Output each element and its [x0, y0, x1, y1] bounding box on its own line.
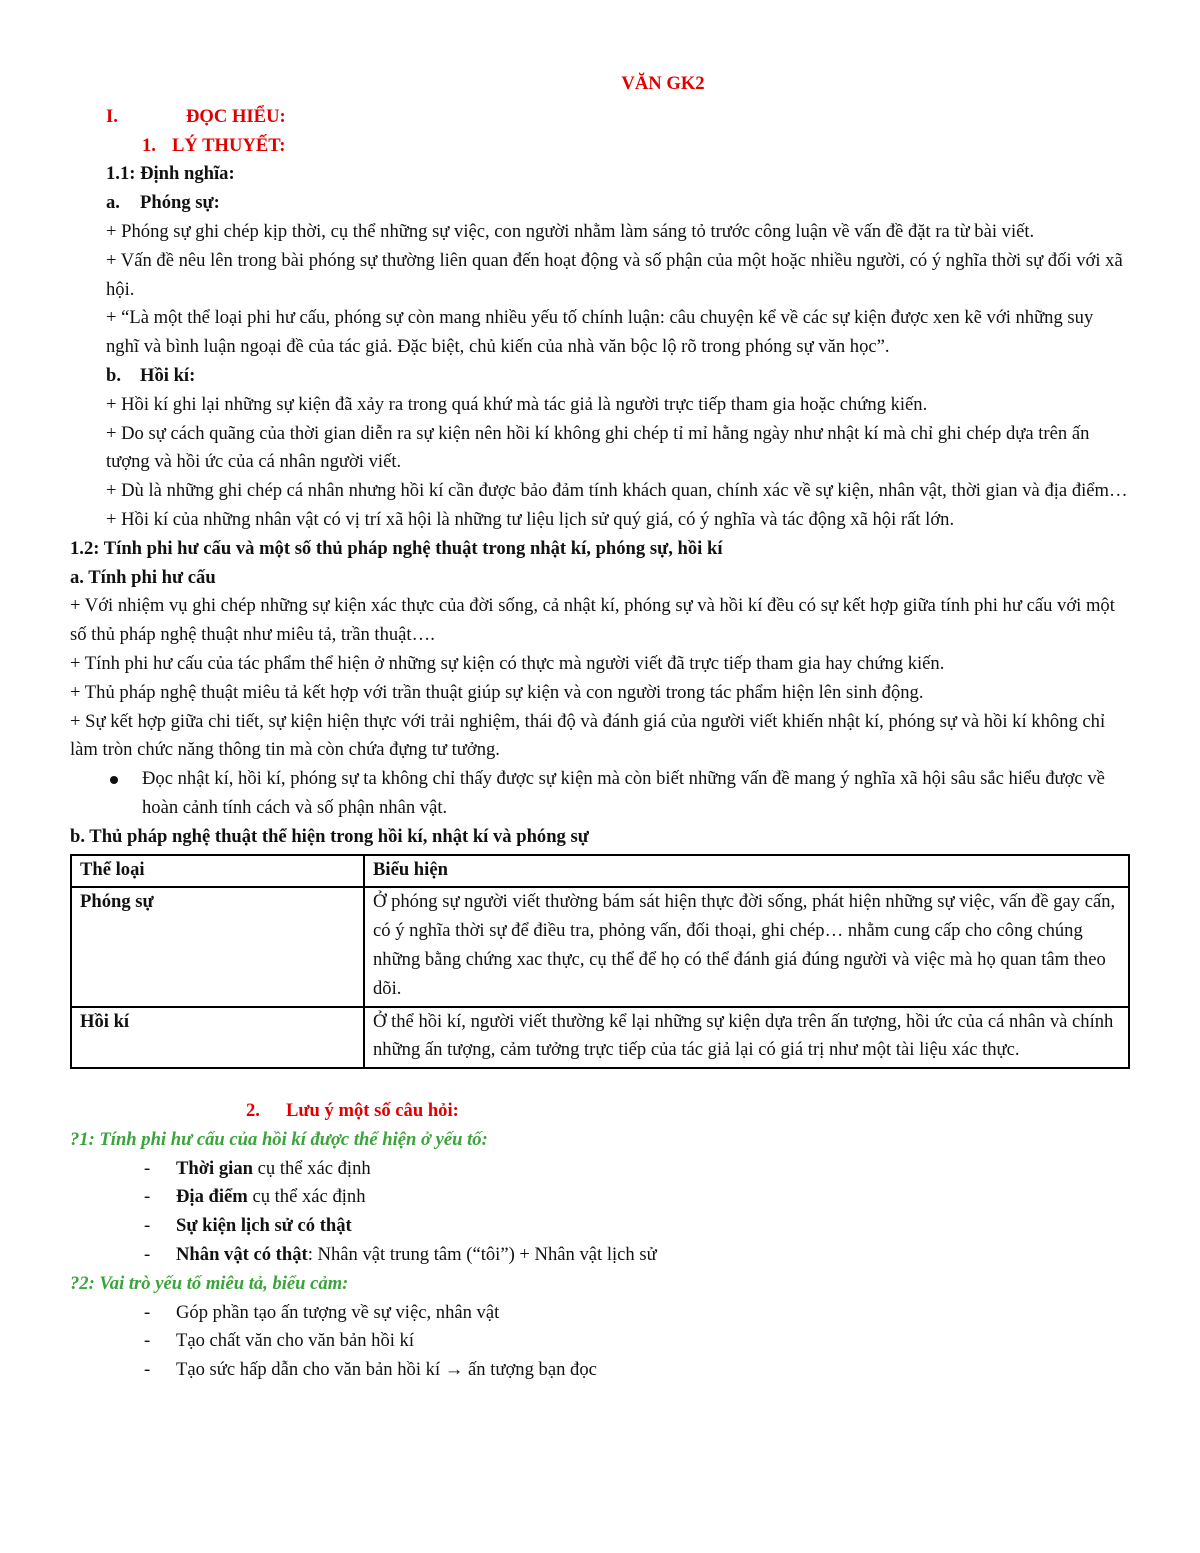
item-bold: Sự kiện lịch sử có thật [176, 1215, 352, 1237]
list-item [106, 1155, 1130, 1184]
section-heading-luu-y [106, 1097, 1130, 1126]
arrow-right-icon: → [444, 1359, 464, 1381]
document-title: VĂN GK2 [621, 73, 705, 94]
table-cell-description: Ở thể hồi kí, người viết thường kể lại những sự kiện dựa trên ấn tượng, hồi ức của cá nhân và chính những ấn tượng, cảm tưởng trực tiếp của tác giả lại có giá trị như một tài liệu xác thực. [364, 1007, 1129, 1069]
dash-marker: - [144, 1301, 151, 1323]
item-text-after: ấn tượng bạn đọc [463, 1359, 597, 1381]
paragraph-hoi-ki-1: + Hồi kí ghi lại những sự kiện đã xảy ra trong quá khứ mà tác giả là người trực tiếp tham gia hoặc chứng kiến. [106, 393, 928, 415]
paragraph-phong-su-3: + “Là một thể loại phi hư cấu, phóng sự còn mang nhiều yếu tố chính luận: câu chuyện kể về các sự kiện được xen kẽ với những suy nghĩ và bình luận ngoại đề của tác giả. Đặc biệt, chủ kiến của nhà văn bộc lộ rõ trong phóng sự văn học”. [106, 307, 1094, 358]
section-label: ĐỌC HIỂU: [186, 105, 286, 127]
table-cell-genre: Hồi kí [71, 1007, 364, 1069]
dash-marker: - [144, 1157, 151, 1179]
heading-letter: b. [106, 364, 121, 386]
question-2-heading: ?2: Vai trò yếu tố miêu tả, biểu cảm: [70, 1272, 349, 1294]
paragraph-phi-hu-cau-4: + Sự kết hợp giữa chi tiết, sự kiện hiện thực với trải nghiệm, thái độ và đánh giá của người viết khiến nhật kí, phóng sự và hồi kí không chỉ làm tròn chức năng thông tin mà còn chứa đựng tư tưởng. [70, 710, 1106, 761]
item-text: Tạo chất văn cho văn bản hồi kí [176, 1330, 415, 1352]
heading-thu-phap: b. Thủ pháp nghệ thuật thể hiện trong hồi kí, nhật kí và phóng sự [70, 825, 589, 847]
item-bold: Thời gian [176, 1157, 253, 1179]
table-header-row [71, 855, 1129, 888]
item-text: cụ thể xác định [247, 1186, 366, 1208]
heading-tinh-phi-hu-cau: a. Tính phi hư cấu [70, 566, 216, 588]
subsection-label: LÝ THUYẾT: [172, 134, 286, 156]
paragraph-phong-su-1: + Phóng sự ghi chép kịp thời, cụ thể những sự việc, con người nhằm làm sáng tỏ trước công luận về vấn đề đặt ra từ bài viết. [106, 220, 1035, 242]
list-item [106, 1356, 1130, 1385]
heading-phong-su [106, 189, 1130, 218]
paragraph-hoi-ki-4: + Hồi kí của những nhân vật có vị trí xã hội là những tư liệu lịch sử quý giá, có ý nghĩa và tác động xã hội rất lớn. [106, 508, 955, 530]
item-text: Góp phần tạo ấn tượng về sự việc, nhân vật [176, 1301, 500, 1323]
definition-heading: 1.1: Định nghĩa: [106, 163, 235, 185]
subsection-heading-ly-thuyet [106, 132, 1130, 161]
heading-letter: a. [106, 192, 120, 214]
bullet-item [70, 765, 1130, 823]
heading-label: Phóng sự: [140, 192, 220, 214]
heading-label: Hồi kí: [140, 364, 196, 386]
paragraph-hoi-ki-3: + Dù là những ghi chép cá nhân nhưng hồi kí cần được bảo đảm tính khách quan, chính xác về sự kiện, nhân vật, thời gian và địa điểm… [106, 480, 1128, 502]
question-1-heading: ?1: Tính phi hư cấu của hồi kí được thể hiện ở yếu tố: [70, 1128, 488, 1150]
table-row [71, 1007, 1129, 1069]
section-number: 2. [246, 1100, 260, 1122]
heading-1-2: 1.2: Tính phi hư cấu và một số thủ pháp nghệ thuật trong nhật kí, phóng sự, hồi kí [70, 537, 723, 559]
spacer [106, 1069, 1130, 1097]
heading-hoi-ki [106, 362, 1130, 391]
dash-marker: - [144, 1215, 151, 1237]
paragraph-hoi-ki-2: + Do sự cách quãng của thời gian diễn ra sự kiện nên hồi kí không ghi chép tỉ mỉ hằng ngày như nhật kí mà chỉ ghi chép dựa trên ấn tượng và hồi ức của cá nhân người viết. [106, 422, 1090, 473]
table-row [71, 887, 1129, 1006]
paragraph-phi-hu-cau-2: + Tính phi hư cấu của tác phẩm thể hiện ở những sự kiện có thực mà người viết đã trực tiếp tham gia hay chứng kiến. [70, 652, 945, 674]
list-item [106, 1327, 1130, 1356]
item-text: cụ thể xác định [252, 1157, 371, 1179]
section-heading-doc-hieu [106, 103, 1130, 132]
list-item [106, 1183, 1130, 1212]
dash-marker: - [144, 1244, 151, 1266]
list-item [106, 1241, 1130, 1270]
dash-marker: - [144, 1330, 151, 1352]
paragraph-phi-hu-cau-3: + Thủ pháp nghệ thuật miêu tả kết hợp với trần thuật giúp sự kiện và con người trong tác phẩm hiện lên sinh động. [70, 681, 924, 703]
table-header-cell: Biểu hiện [364, 855, 1129, 888]
subsection-number: 1. [142, 134, 156, 156]
table-cell-description: Ở phóng sự người viết thường bám sát hiện thực đời sống, phát hiện những sự việc, vấn đề gay cấn, có ý nghĩa thời sự để điều tra, phỏng vấn, đối thoại, ghi chép… nhằm cung cấp cho công chúng những bằng chứng xac thực, cụ thể để họ có thể đánh giá đúng người và việc mà họ quan tâm theo dõi. [364, 887, 1129, 1006]
item-text: : Nhân vật trung tâm (“tôi”) + Nhân vật lịch sử [307, 1244, 657, 1266]
section-number: I. [106, 105, 118, 127]
genre-table [70, 854, 1130, 1070]
table-cell-genre: Phóng sự [71, 887, 364, 1006]
dash-marker: - [144, 1186, 151, 1208]
paragraph-phong-su-2: + Vấn đề nêu lên trong bài phóng sự thường liên quan đến hoạt động và số phận của một hoặc nhiều người, có ý nghĩa thời sự đối với xã hội. [106, 249, 1123, 300]
section-label: Lưu ý một số câu hỏi: [286, 1100, 459, 1122]
bullet-dot-icon [70, 765, 142, 823]
item-text: Tạo sức hấp dẫn cho văn bản hồi kí [176, 1359, 445, 1381]
dash-marker: - [144, 1359, 151, 1381]
bullet-text: Đọc nhật kí, hồi kí, phóng sự ta không chỉ thấy được sự kiện mà còn biết những vấn đề mang ý nghĩa xã hội sâu sắc hiểu được về hoàn cảnh tính cách và số phận nhân vật. [142, 768, 1105, 818]
list-item [106, 1299, 1130, 1328]
list-item [106, 1212, 1130, 1241]
table-header-cell: Thể loại [71, 855, 364, 888]
item-bold: Địa điểm [176, 1186, 248, 1208]
item-bold: Nhân vật có thật [176, 1244, 308, 1266]
paragraph-phi-hu-cau-1: + Với nhiệm vụ ghi chép những sự kiện xác thực của đời sống, cả nhật kí, phóng sự và hồi kí đều có sự kết hợp giữa tính phi hư cấu với một số thủ pháp nghệ thuật như miêu tả, trần thuật…. [70, 595, 1115, 646]
